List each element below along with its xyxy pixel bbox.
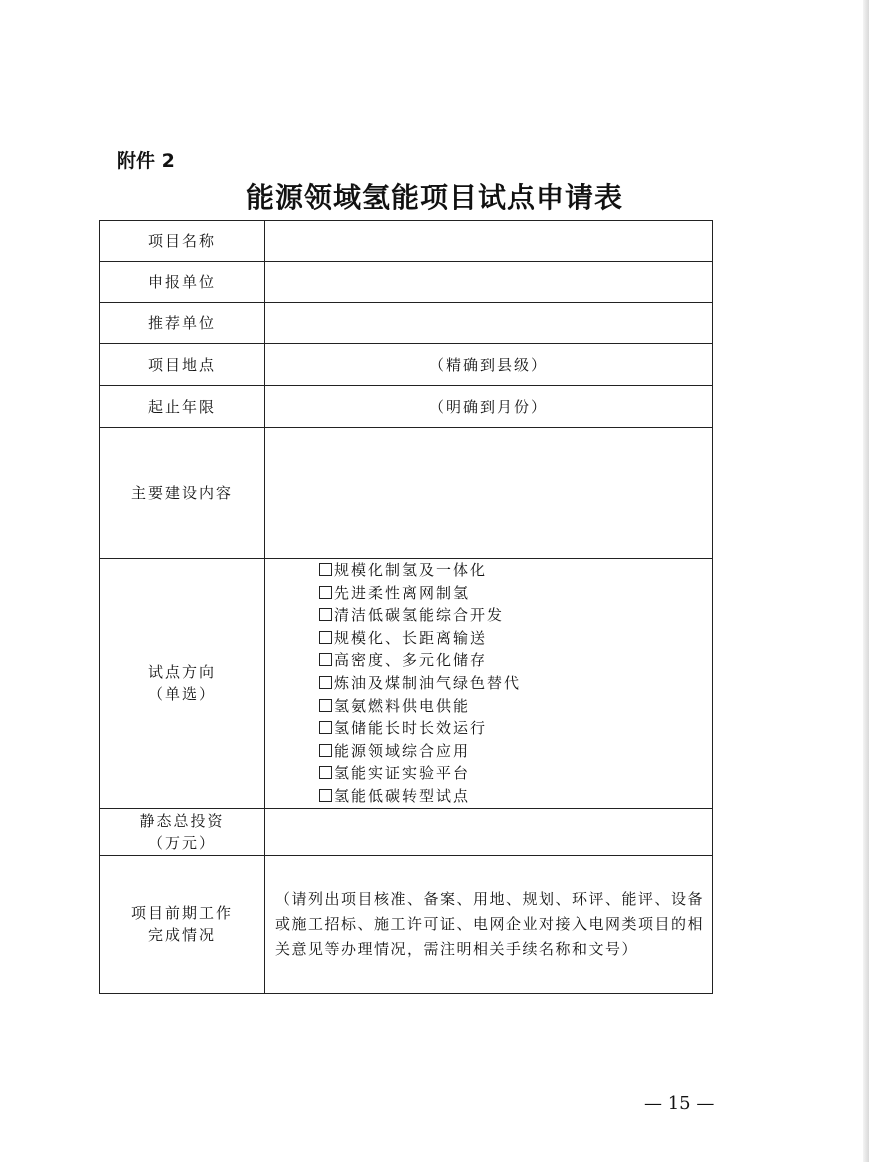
option-3[interactable]	[319, 627, 712, 650]
option-1[interactable]	[319, 582, 712, 605]
row-recommender	[100, 303, 713, 344]
label-project-name: 项目名称	[100, 221, 265, 262]
direction-options	[265, 559, 713, 809]
row-content	[100, 428, 713, 559]
field-content[interactable]	[265, 428, 713, 559]
field-recommender[interactable]	[265, 303, 713, 344]
option-label: 氢氨燃料供电供能	[334, 696, 471, 715]
label-investment	[100, 808, 265, 855]
label-location: 项目地点	[100, 344, 265, 386]
option-label: 能源领域综合应用	[334, 741, 471, 760]
checkbox-icon[interactable]	[319, 721, 332, 734]
label-period: 起止年限	[100, 386, 265, 428]
option-6[interactable]	[319, 695, 712, 718]
row-location	[100, 344, 713, 386]
row-investment	[100, 808, 713, 855]
application-form-table	[99, 220, 713, 994]
checkbox-icon[interactable]	[319, 563, 332, 576]
checkbox-icon[interactable]	[319, 766, 332, 779]
field-period[interactable]: （明确到月份）	[265, 386, 713, 428]
page-number: — 15 —	[644, 1093, 715, 1114]
option-10[interactable]	[319, 785, 712, 808]
field-applicant[interactable]	[265, 262, 713, 303]
checkbox-icon[interactable]	[319, 744, 332, 757]
row-period	[100, 386, 713, 428]
option-0[interactable]	[319, 559, 712, 582]
option-7[interactable]	[319, 717, 712, 740]
label-investment-line1: 静态总投资	[139, 811, 225, 830]
option-8[interactable]	[319, 740, 712, 763]
field-location[interactable]: （精确到县级）	[265, 344, 713, 386]
row-preliminary	[100, 855, 713, 993]
row-direction	[100, 559, 713, 809]
checkbox-icon[interactable]	[319, 653, 332, 666]
option-4[interactable]	[319, 649, 712, 672]
option-label: 氢储能长时长效运行	[334, 719, 488, 738]
option-label: 规模化制氢及一体化	[334, 561, 488, 579]
checkbox-icon[interactable]	[319, 676, 332, 689]
label-recommender: 推荐单位	[100, 303, 265, 344]
option-9[interactable]	[319, 762, 712, 785]
option-label: 氢能低碳转型试点	[334, 786, 471, 805]
field-investment[interactable]	[265, 808, 713, 855]
checkbox-icon[interactable]	[319, 586, 332, 599]
row-applicant	[100, 262, 713, 303]
option-5[interactable]	[319, 672, 712, 695]
option-label: 先进柔性离网制氢	[334, 583, 471, 602]
page-edge	[863, 0, 869, 1162]
option-label: 炼油及煤制油气绿色替代	[334, 673, 522, 692]
option-label: 高密度、多元化储存	[334, 651, 488, 670]
label-direction-line2: （单选）	[147, 685, 216, 704]
label-investment-line2: （万元）	[147, 833, 216, 852]
label-preliminary-line2: 完成情况	[147, 926, 216, 945]
option-label: 氢能实证实验平台	[334, 764, 471, 783]
field-project-name[interactable]	[265, 221, 713, 262]
checkbox-icon[interactable]	[319, 789, 332, 802]
checkbox-icon[interactable]	[319, 608, 332, 621]
checkbox-icon[interactable]	[319, 699, 332, 712]
checkbox-icon[interactable]	[319, 631, 332, 644]
label-direction-line1: 试点方向	[147, 663, 216, 682]
label-preliminary-line1: 项目前期工作	[130, 904, 233, 923]
option-2[interactable]	[319, 604, 712, 627]
form-title: 能源领域氢能项目试点申请表	[245, 181, 623, 214]
label-direction	[100, 559, 265, 809]
label-content: 主要建设内容	[100, 428, 265, 559]
field-preliminary[interactable]: （请列出项目核准、备案、用地、规划、环评、能评、设备或施工招标、施工许可证、电网企业对接入电网类项目的相关意见等办理情况，需注明相关手续名称和文号）	[265, 855, 713, 993]
label-applicant: 申报单位	[100, 262, 265, 303]
option-label: 规模化、长距离输送	[334, 628, 488, 647]
label-preliminary	[100, 855, 265, 993]
row-project-name	[100, 221, 713, 262]
attachment-label: 附件 2	[117, 150, 175, 172]
option-label: 清洁低碳氢能综合开发	[334, 606, 505, 625]
